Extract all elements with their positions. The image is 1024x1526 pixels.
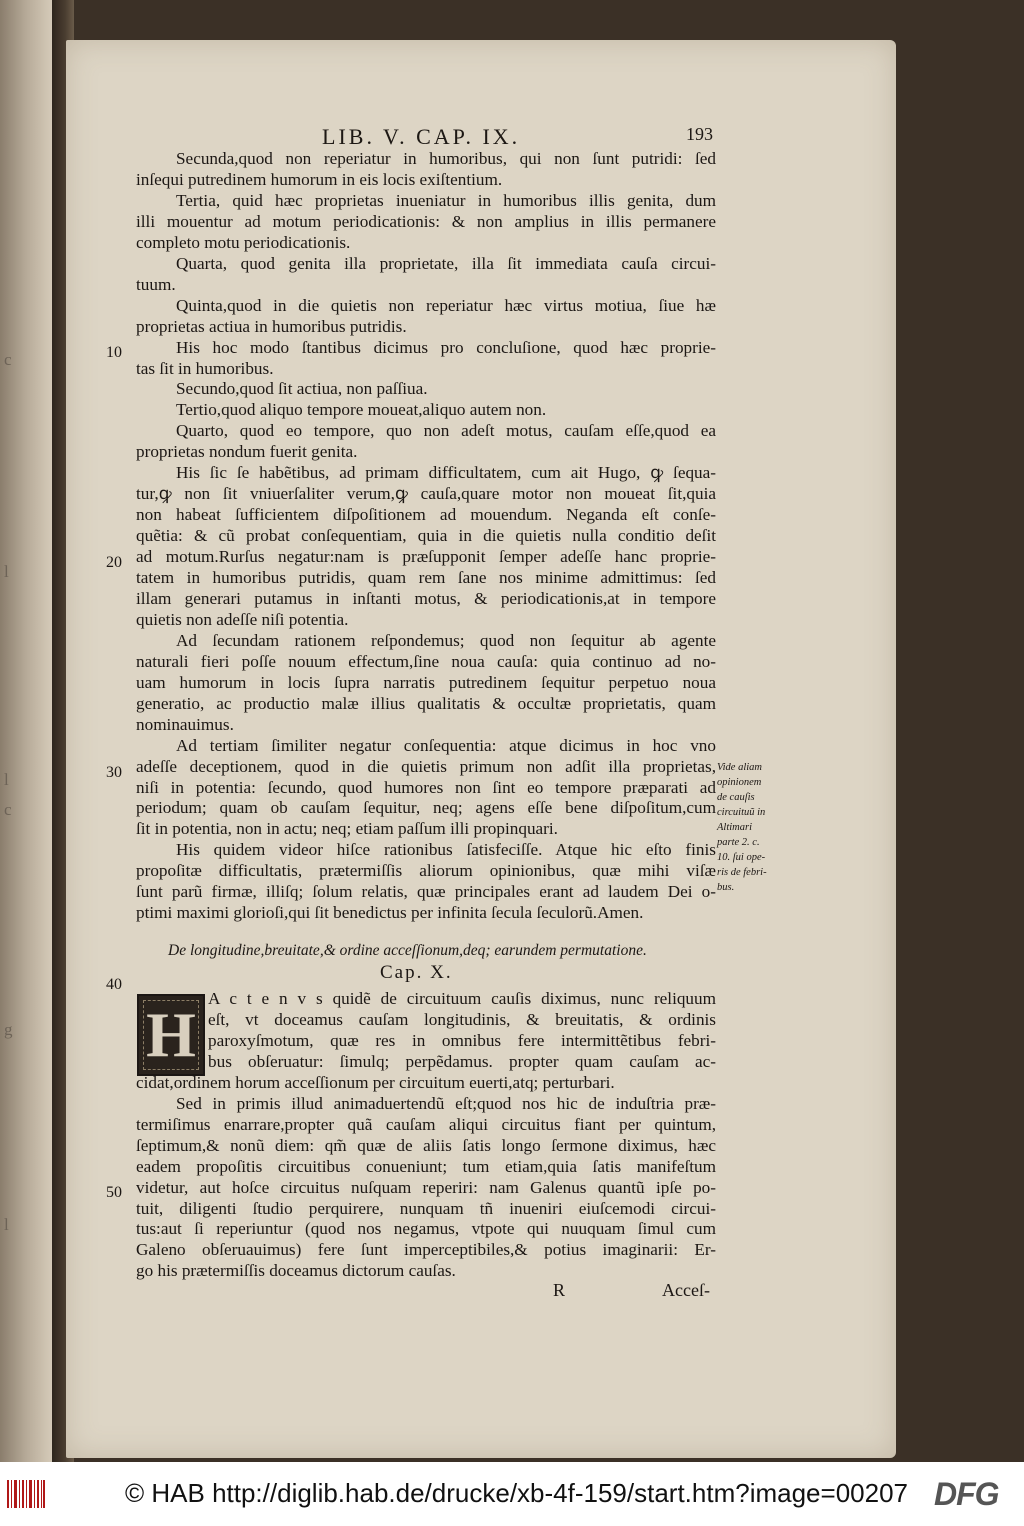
margin-note-line: de cauſis [717, 792, 755, 803]
facing-page-fragment: c [4, 800, 12, 819]
text-line: go his prætermiſſis doceamus dictorum cauſas. [136, 1261, 456, 1281]
text-line: Secunda,quod non reperiatur in humoribus, qui non ſunt putridi: ſed [176, 149, 716, 168]
text-line: generatio, ac productio malæ illius qualitatis & occultæ proprietatis, quam [136, 693, 716, 713]
text-line: Quarto, quod eo tempore, quo non adeſt motus, cauſam eſſe,quod ea [176, 421, 716, 441]
text-line: quietis non adeſſe niſi potentia. [136, 609, 349, 629]
text-line: illam generari putamus in inſtanti motus, & periodicationis,at in tempore [136, 588, 716, 608]
dfg-logo: DFG [934, 1476, 999, 1512]
copyright-link[interactable]: © HAB http://diglib.hab.de/drucke/xb-4f-159/start.htm?image=00207 [125, 1478, 908, 1508]
text-line: ſit in potentia, non in actu; neq; etiam paſſum illi propinquari. [136, 819, 558, 839]
running-title: LIB. V. CAP. IX. [322, 124, 521, 149]
text-line: cidat,ordinem horum acceſſionum per circuitum euerti,atq; perturbari. [136, 1072, 615, 1092]
facing-page-edge [0, 0, 58, 1462]
text-line: uam humorum in locis ſupra narratis putredinem ſequitur perpetuo noua [136, 672, 716, 692]
barcode-icon [6, 1478, 46, 1510]
text-line: paroxyſmotum, quæ res in omnibus fere intermittẽtibus febri- [208, 1030, 716, 1050]
line-number-30: 30 [106, 764, 122, 781]
text-line: His quidem videor hiſce rationibus ſatisfeciſſe. Atque hic eſto finis [176, 840, 716, 860]
text-line: Ad tertiam ſimiliter negatur conſequentia: atque dicimus in hoc vno [176, 735, 716, 755]
text-line: tur,ꝙ non ſit vniuerſaliter verum,ꝙ cauſa,quare motor non moueat ſit,quia [136, 484, 716, 504]
margin-note [717, 760, 789, 895]
text-line: ſeptimum,& nonũ diem: qm̃ quæ de aliis ſatis longo ſermone diximus, hæc [136, 1135, 716, 1155]
text-line: quẽtia: & cũ probat conſequentiam, quia in die quietis nulla conditio deſit [136, 526, 716, 546]
text-line: Galeno obſeruauimus) fere ſunt imperceptibiles,& potius imaginarii: Er- [136, 1240, 716, 1260]
text-line: tus:aut ſi reperiuntur (quod nos negamus, vtpote qui nuuquam ſimul cum [136, 1219, 716, 1239]
text-line: completo motu periodicationis. [136, 232, 351, 252]
text-line: Sed in primis illud animaduertendũ eſt;quod nos hic de induſtria præ- [176, 1093, 716, 1113]
line-number-50: 50 [106, 1184, 122, 1201]
line-number-40: 40 [106, 976, 122, 993]
text-line: tuum. [136, 274, 176, 294]
text-line: naturali fieri poſſe nouum effectum,ſine noua cauſa: quia continuo ad no- [136, 651, 716, 671]
facing-page-fragment: c [4, 350, 12, 369]
facing-page-fragment: l [4, 770, 9, 789]
text-line: adeſſe deceptionem, quod in die quietis primum non adſit illa proprietas, [136, 756, 716, 776]
text-line: nominauimus. [136, 714, 234, 734]
text-line: ad motum.Rurſus negatur:nam is præſupponit ſemper adeſſe hanc proprie- [136, 547, 716, 567]
text-line: tatem in humoribus putridis, quam rem ſane nos minime admittimus: ſed [136, 568, 716, 587]
text-line: videtur, aut hoſce circuitus nuſquam reperiri: nam Galenus quantũ ipſe po- [136, 1177, 716, 1197]
chapter-title: Cap. X. [380, 962, 453, 983]
text-line: ſunt parũ firmæ, illiſq; ſolum relatis, quæ principales erant ad laudem Dei o- [136, 882, 716, 902]
text-line: niſi in potentia: ſecundo, quod humores non ſint eo tempore præparati ad [136, 777, 716, 797]
catchword: Acceſ- [662, 1280, 710, 1300]
facing-page-fragment: l [4, 562, 9, 581]
text-line: proprietas actiua in humoribus putridis. [136, 316, 407, 336]
line-number-10: 10 [106, 344, 122, 361]
text-line: bus obſeruatur: ſimulq; perpẽdamus. propter quam cauſam ac- [208, 1051, 716, 1071]
text-line: eadem propoſitis circuitibus conueniunt; tum etiam,quia ſatis manifeſtum [136, 1156, 716, 1176]
page-number: 193 [686, 124, 713, 144]
margin-note-line: bus. [717, 882, 735, 893]
text-line: Tertia, quid hæc proprietas inueniatur in humoribus illis genita, dum [176, 190, 716, 210]
initial-letter: H [146, 999, 196, 1070]
text-line: illi mouentur ad motum periodicationis: & non amplius in illis permanere [136, 211, 716, 231]
margin-note-line: circuituũ in [717, 807, 766, 818]
line-number-20: 20 [106, 554, 122, 571]
text-line: Tertio,quod aliquo tempore moueat,aliquo autem non. [176, 400, 547, 420]
text-line: eſt, vt doceamus cauſam longitudinis, & breuitatis, & ordinis [208, 1009, 716, 1029]
margin-note-line: ris de febri- [717, 867, 767, 878]
facing-page-fragment: l [4, 1215, 9, 1234]
margin-note-line: Altimari [717, 822, 753, 833]
section-title: De longitudine,breuitate,& ordine acceſſionum,deq; earundem permutatione. [168, 942, 647, 959]
text-line: A c t e n v s quidẽ de circuituum cauſis diximus, nunc reliquum [208, 989, 716, 1008]
margin-note-line: parte 2. c. [717, 837, 760, 848]
text-line: periodum; quam ob cauſam ſequitur, neq; agens eſſe bene diſpoſitum,cum [136, 798, 716, 818]
text-line: His hoc modo ſtantibus dicimus pro concluſione, quod hæc proprie- [176, 337, 716, 357]
margin-note-line: 10. ſui ope- [717, 852, 766, 863]
text-line: Ad ſecundam rationem reſpondemus; quod non ſequitur ab agente [176, 630, 716, 650]
text-line: inſequi putredinem humorum in eis locis exiſtentium. [136, 169, 503, 189]
margin-note-line: opinionem [717, 777, 762, 788]
margin-note-line: Vide aliam [717, 762, 763, 773]
text-line: Secundo,quod ſit actiua, non paſſiua. [176, 379, 428, 399]
text-line: tas ſit in humoribus. [136, 358, 274, 378]
text-line: proprietas nondum fuerit genita. [136, 442, 358, 462]
viewer-footer [0, 1462, 1024, 1526]
text-line: Quarta, quod genita illa proprietate, illa ſit immediata cauſa circui- [176, 253, 716, 273]
text-line: non habeat ſufficientem diſpoſitionem ad mouendum. Neganda eſt conſe- [136, 505, 716, 525]
text-line: tuit, diligenti ſtudio perquirere, nunquam tñ inueniri eiuſcemodi circui- [136, 1198, 716, 1218]
text-line: termiſimus enarrare,propter quã cauſam aliqui circuitus fiant per quintum, [136, 1114, 716, 1134]
text-line: His ſic ſe habẽtibus, ad primam difficultatem, cum ait Hugo, ꝙ ſequa- [176, 463, 716, 483]
signature-mark: R [553, 1280, 566, 1300]
text-line: Quinta,quod in die quietis non reperiatur hæc virtus motiua, ſiue hæ [176, 295, 716, 315]
facing-page-fragment: g [4, 1020, 13, 1039]
text-line: propoſitæ difficultatis, prætermiſſis aliorum opinionibus, quæ mihi viſæ [136, 861, 716, 881]
text-line: ptimi maximi glorioſi,qui ſit benedictus per infinita ſecula ſeculorũ.Amen. [136, 903, 644, 923]
